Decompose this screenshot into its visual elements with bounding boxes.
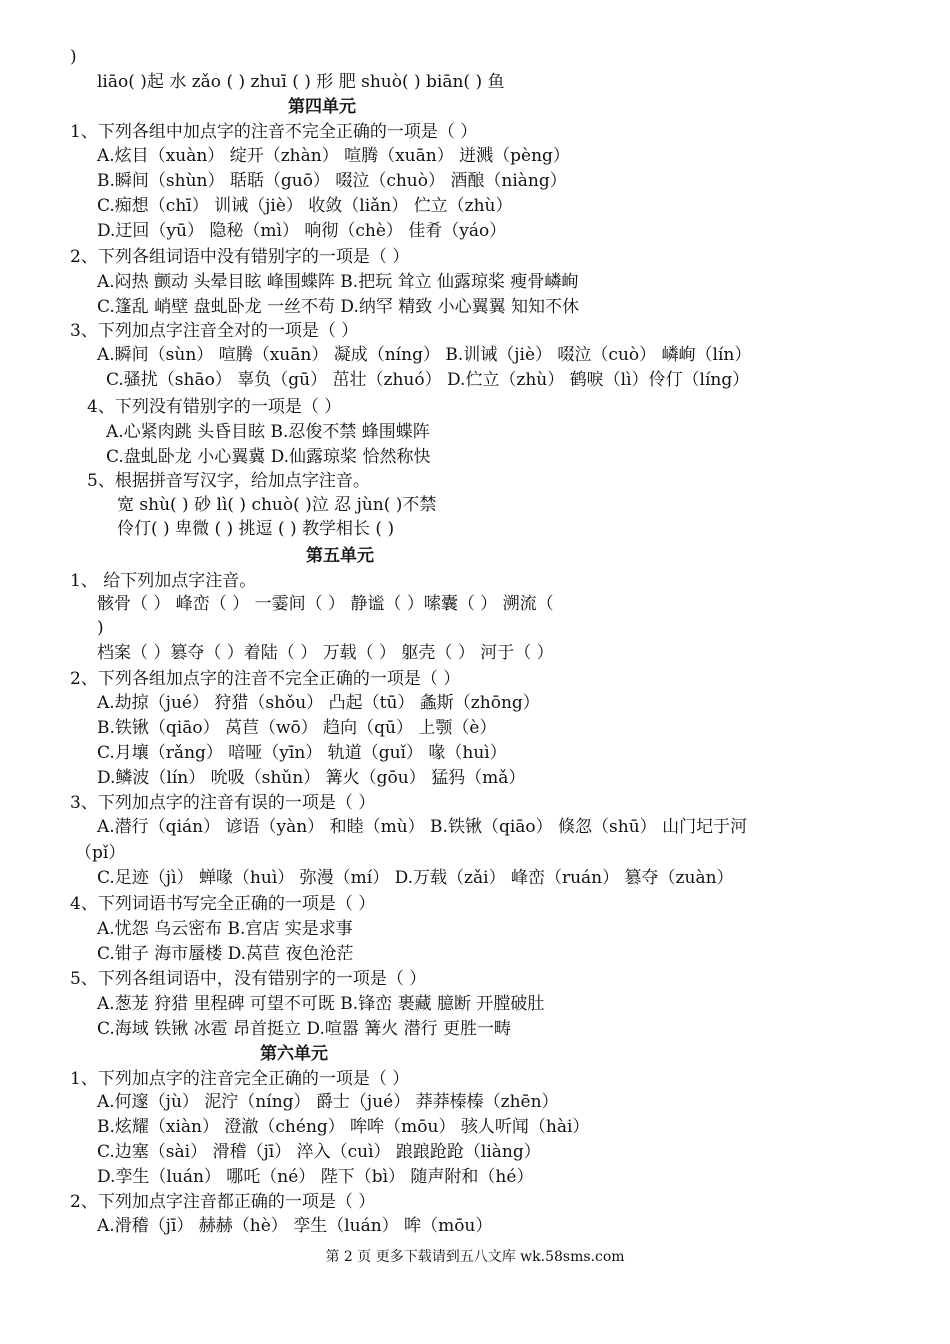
text-line: C.月壤（rǎng） 喑哑（yīn） 轨道（guǐ） 喙（huì）	[97, 743, 507, 763]
section-title: 第六单元	[260, 1044, 328, 1064]
text-line: C.痴想（chī） 训诫（jiè） 收敛（liǎn） 伫立（zhù）	[97, 196, 513, 216]
text-line: D.迂回（yū） 隐秘（mì） 响彻（chè） 佳肴（yáo）	[97, 221, 507, 241]
text-line: 骸骨（ ） 峰峦（ ） 一霎间（ ） 静谧（ ）嗦囊（ ） 溯流（	[97, 594, 554, 614]
text-line: 3、下列加点字的注音有误的一项是（ ）	[70, 793, 376, 813]
text-line: B.瞬间（shùn） 聒聒（guō） 啜泣（chuò） 酒酿（niàng）	[97, 171, 567, 191]
text-line: C.盘虬卧龙 小心翼冀 D.仙露琼桨 恰然称快	[106, 447, 431, 467]
text-line: )	[70, 47, 77, 67]
section-title: 第四单元	[288, 97, 356, 117]
text-line: C.篷乱 峭壁 盘虬卧龙 一丝不苟 D.纳罕 精致 小心翼翼 知知不休	[97, 297, 580, 317]
text-line: 5、下列各组词语中，没有错别字的一项是（ ）	[70, 969, 427, 989]
text-line: A.滑稽（jī） 赫赫（hè） 孪生（luán） 哞（mōu）	[97, 1216, 493, 1236]
text-line: （pǐ）	[75, 843, 126, 863]
text-line: 4、下列词语书写完全正确的一项是（ ）	[70, 894, 376, 914]
text-line: C.骚扰（shāo） 辜负（gū） 茁壮（zhuó） D.伫立（zhù） 鹤唳（lì）伶仃（líng）	[106, 370, 750, 390]
text-line: 5、根据拼音写汉字，给加点字注音。	[87, 471, 370, 491]
text-line: D.鳞波（lín） 吮吸（shǔn） 篝火（gōu） 猛犸（mǎ）	[97, 768, 526, 788]
text-line: 伶仃( ) 卑微 ( ) 挑逗 ( ) 教学相长 ( )	[117, 519, 395, 539]
text-line: A.何邃（jù） 泥泞（níng） 爵士（jué） 莽莽榛榛（zhēn）	[97, 1092, 559, 1112]
text-line: 4、下列没有错别字的一项是（ ）	[87, 397, 342, 417]
text-line: C.钳子 海市蜃楼 D.莴苣 夜色沧茫	[97, 944, 354, 964]
text-line: liāo( )起 水 zǎo ( ) zhuī ( ) 形 肥 shuò( ) biān( ) 鱼	[97, 72, 505, 92]
text-line: 2、下列加点字注音都正确的一项是（ ）	[70, 1192, 376, 1212]
text-line: A.炫目（xuàn） 绽开（zhàn） 喧腾（xuān） 迸溅（pèng）	[97, 146, 570, 166]
text-line: A.潜行（qián） 谚语（yàn） 和睦（mù） B.铁锹（qiāo） 倏忽（shū） 山门圮于河	[97, 817, 748, 837]
text-line: B.炫耀（xiàn） 澄澈（chéng） 哞哞（mōu） 骇人听闻（hài）	[97, 1117, 590, 1137]
text-line: 1、下列各组中加点字的注音不完全正确的一项是（ ）	[70, 122, 478, 142]
text-line: B.铁锹（qiāo） 莴苣（wō） 趋向（qū） 上颚（è）	[97, 718, 497, 738]
page-footer: 第 2 页 更多下载请到五八文库 wk.58sms.com	[325, 1249, 625, 1265]
text-line: 1、 给下列加点字注音。	[70, 571, 257, 591]
text-line: A.瞬间（sùn） 喧腾（xuān） 凝成（níng） B.训诫（jiè） 啜泣（cuò） 嶙峋（lín）	[97, 345, 752, 365]
text-line: C.边塞（sài） 滑稽（jī） 淬入（cuì） 踉踉跄跄（liàng）	[97, 1142, 541, 1162]
text-line: 1、下列加点字的注音完全正确的一项是（ ）	[70, 1069, 410, 1089]
text-line: 3、下列加点字注音全对的一项是（ ）	[70, 321, 359, 341]
text-line: A.闷热 颤动 头晕目眩 峰围蝶阵 B.把玩 耸立 仙露琼桨 瘦骨嶙峋	[97, 272, 579, 292]
text-line: A.劫掠（jué） 狩猎（shǒu） 凸起（tū） 螽斯（zhōng）	[97, 693, 540, 713]
text-line: A.忧怨 乌云密布 B.宫店 实是求事	[97, 919, 353, 939]
text-line: A.心紧肉跳 头昏目眩 B.忍俊不禁 蜂围蝶阵	[106, 422, 430, 442]
text-line: )	[97, 618, 104, 638]
text-line: 宽 shù( ) 砂 lì( ) chuò( )泣 忍 jùn( )不禁	[117, 495, 437, 515]
text-line: C.海域 铁锹 冰雹 昂首挺立 D.喧嚣 篝火 潜行 更胜一畴	[97, 1019, 512, 1039]
section-title: 第五单元	[306, 546, 374, 566]
text-line: C.足迹（jì） 蝉喙（huì） 弥漫（mí） D.万载（zǎi） 峰峦（ruán） 篡夺（zuàn）	[97, 868, 734, 888]
text-line: 2、下列各组词语中没有错别字的一项是（ ）	[70, 247, 410, 267]
text-line: A.葱茏 狩猎 里程碑 可望不可既 B.锋峦 裹藏 臆断 开膛破肚	[97, 994, 545, 1014]
text-line: 2、下列各组加点字的注音不完全正确的一项是（ ）	[70, 669, 461, 689]
text-line: D.孪生（luán） 哪吒（né） 陛下（bì） 随声附和（hé）	[97, 1167, 534, 1187]
text-line: 档案（ ）篡夺（ ）着陆（ ） 万载（ ） 躯壳（ ） 河于（ ）	[97, 643, 554, 663]
